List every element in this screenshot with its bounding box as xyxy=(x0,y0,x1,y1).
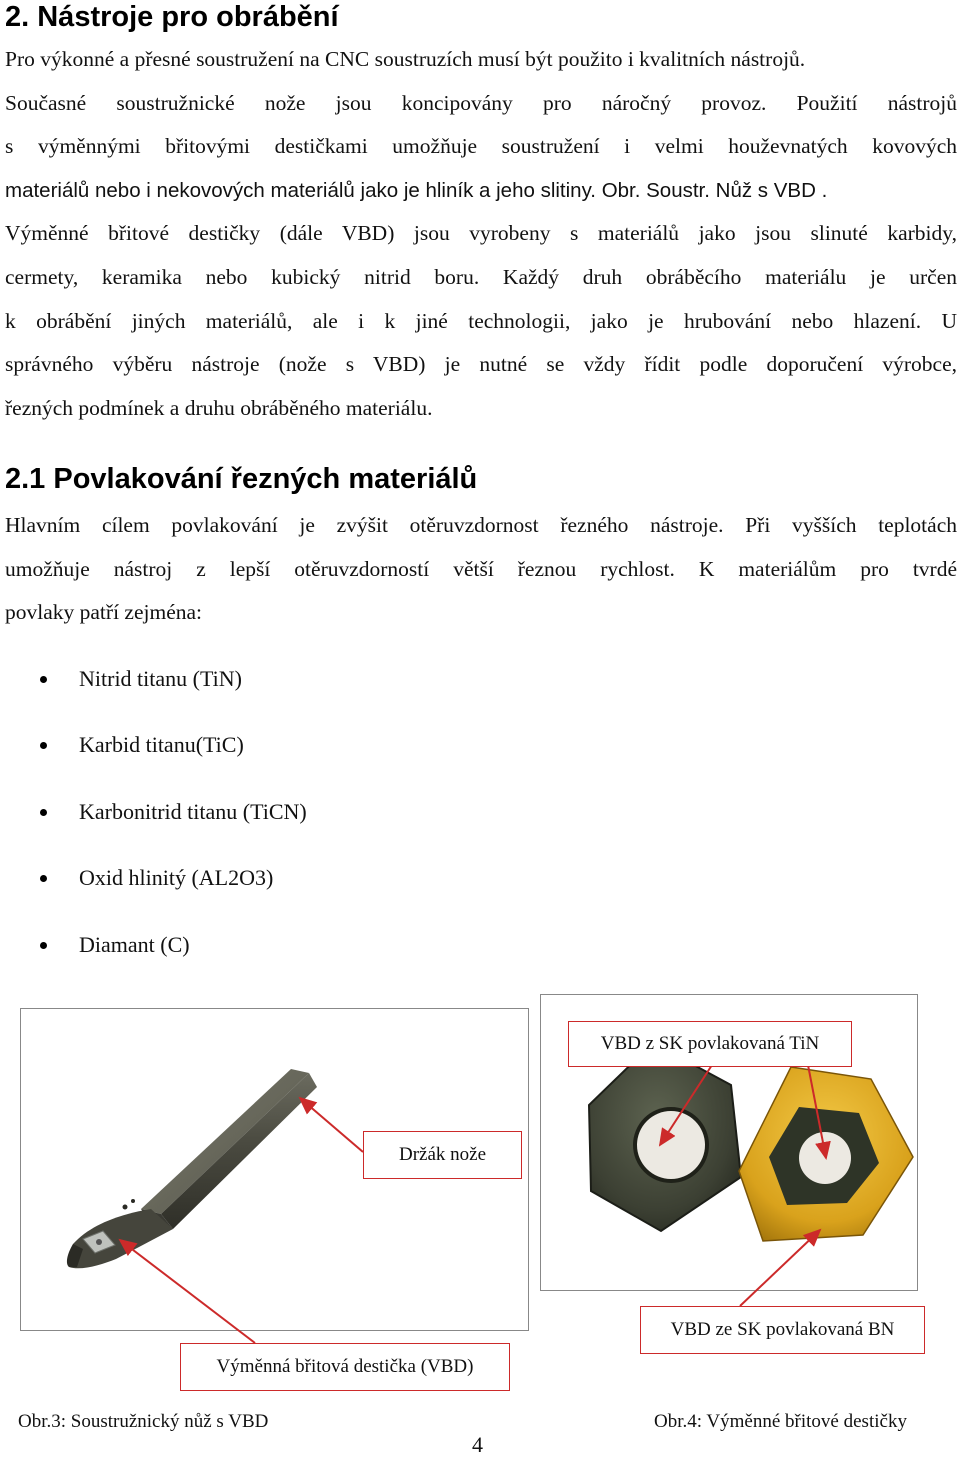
callout-label: VBD ze SK povlakovaná BN xyxy=(670,1319,895,1340)
callout-label: VBD z SK povlakovaná TiN xyxy=(600,1033,820,1054)
list-item xyxy=(0,923,600,989)
list-item-text: Diamant (C) xyxy=(79,931,190,957)
paragraph-line: cermety, keramika nebo kubický nitrid boru. Každý druh obráběcího materiálu je určen xyxy=(5,264,957,289)
list-item xyxy=(0,790,600,856)
paragraph-line: Současné soustružnické nože jsou koncipovány pro náročný provoz. Použití nástrojů xyxy=(5,90,957,115)
list-item-text: Karbonitrid titanu (TiCN) xyxy=(79,798,307,824)
page-number: 4 xyxy=(472,1432,483,1457)
list-item-text: Oxid hlinitý (AL2O3) xyxy=(79,865,274,891)
subsection-heading: 2.1 Povlakování řezných materiálů xyxy=(5,463,478,495)
paragraph-line: správného výběru nástroje (nože s VBD) je nutné se vždy řídit podle doporučení výrobce, xyxy=(5,352,957,377)
list-item-text: Nitrid titanu (TiN) xyxy=(79,666,242,691)
coating-list xyxy=(0,657,600,989)
list-item-text: Karbid titanu(TiC) xyxy=(79,732,244,758)
bullet-icon xyxy=(40,942,47,949)
coating-paragraph xyxy=(5,504,957,635)
section-heading: 2. Nástroje pro obrábění xyxy=(5,1,339,33)
callout-bn-insert xyxy=(640,1306,925,1354)
callout-indexable-insert xyxy=(180,1343,510,1391)
paragraph-line: Hlavním cílem povlakování je zvýšit otěruvzdornost řezného nástroje. Při vyšších teplotách xyxy=(5,513,957,537)
callout-label: Držák nože xyxy=(398,1144,487,1165)
paragraph-line: Pro výkonné a přesné soustružení na CNC soustruzích musí být použito i kvalitních nástrojů. xyxy=(5,47,806,71)
paragraph-line: řezných podmínek a druhu obráběného materiálu. xyxy=(5,395,433,420)
bullet-icon xyxy=(40,742,47,749)
paragraph-line: Výměnné břitové destičky (dále VBD) jsou vyrobeny s materiálů jako jsou slinuté karbidy, xyxy=(5,221,957,246)
paragraph-line: umožňuje nástroj z lepší otěruvzdorností větší řeznou rychlost. K materiálům pro tvrdé xyxy=(5,556,957,581)
list-item xyxy=(0,657,600,723)
bullet-icon xyxy=(40,875,47,882)
bullet-icon xyxy=(40,809,47,816)
list-item xyxy=(0,856,600,922)
paragraph-line: s výměnnými břitovými destičkami umožňuje soustružení i velmi houževnatých kovových xyxy=(5,134,957,159)
figure-caption: Obr.3: Soustružnický nůž s VBD xyxy=(18,1411,269,1432)
paragraph-line: povlaky patří zejména: xyxy=(5,600,203,625)
paragraph-line: k obrábění jiných materiálů, ale i k jiné technologii, jako je hrubování nebo hlazení. U xyxy=(5,308,957,333)
callout-tin-insert xyxy=(568,1021,852,1067)
figure-caption: Obr.4: Výměnné břitové destičky xyxy=(654,1411,907,1432)
list-item xyxy=(0,723,600,789)
paragraph-line: materiálů nebo i nekovových materiálů jako je hliník a jeho slitiny. Obr. Soustr. Nůž s VBD . xyxy=(5,178,828,202)
callout-tool-holder xyxy=(363,1131,522,1179)
bullet-icon xyxy=(40,676,47,683)
intro-paragraph xyxy=(5,38,957,430)
callout-label: Výměnná břitová destička (VBD) xyxy=(216,1356,474,1377)
